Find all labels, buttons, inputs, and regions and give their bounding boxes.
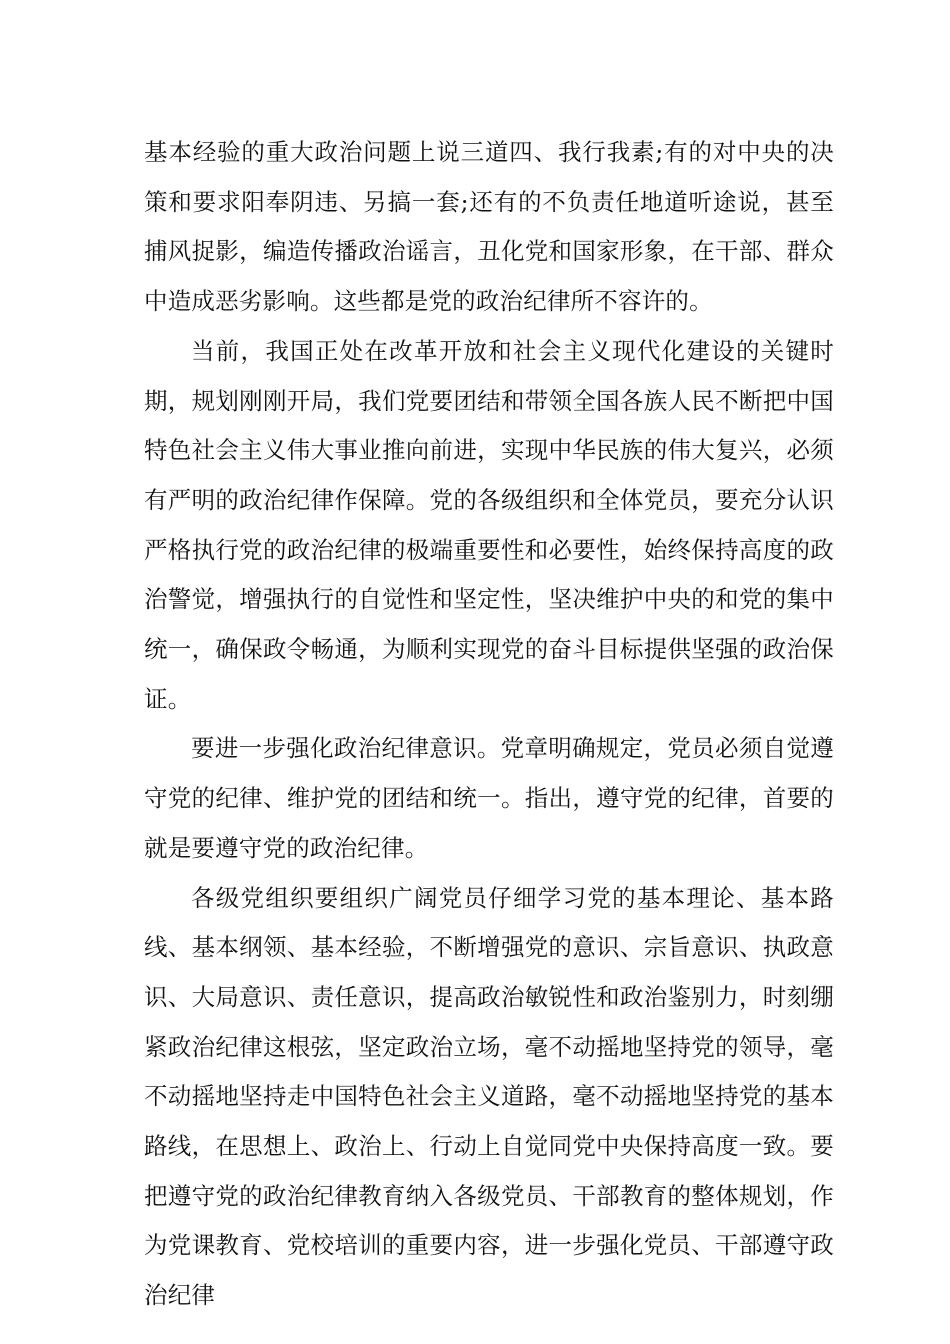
- paragraph-3: 要进一步强化政治纪律意识。党章明确规定，党员必须自觉遵守党的纪律、维护党的团结和统一。指出，遵守党的纪律，首要的就是要遵守党的政治纪律。: [144, 734, 834, 862]
- paragraph-1: 基本经验的重大政治问题上说三道四、我行我素;有的对中央的决策和要求阳奉阴违、另搞一套;还有的不负责任地道听途说，甚至捕风捉影，编造传播政治谣言，丑化党和国家形象，在干部、群众中造成恶劣影响。这些都是党的政治纪律所不容许的。: [144, 138, 834, 316]
- paragraph-4: 各级党组织要组织广阔党员仔细学习党的基本理论、基本路线、基本纲领、基本经验，不断增强党的意识、宗旨意识、执政意识、大局意识、责任意识，提高政治敏锐性和政治鉴别力，时刻绷紧政治纪律这根弦，坚定政治立场，毫不动摇地坚持党的领导，毫不动摇地坚持走中国特色社会主义道路，毫不动摇地坚持党的基本路线，在思想上、政治上、行动上自觉同党中央保持高度一致。要把遵守党的政治纪律教育纳入各级党员、干部教育的整体规划，作为党课教育、党校培训的重要内容，进一步强化党员、干部遵守政治纪律: [144, 883, 834, 1310]
- document-body: [144, 128, 834, 1321]
- paragraph-2: 当前，我国正处在改革开放和社会主义现代化建设的关键时期，规划刚刚开局，我们党要团结和带领全国各族人民不断把中国特色社会主义伟大事业推向前进，实现中华民族的伟大复兴，必须有严明的政治纪律作保障。党的各级组织和全体党员，要充分认识严格执行党的政治纪律的极端重要性和必要性，始终保持高度的政治警觉，增强执行的自觉性和坚定性，坚决维护中央的和党的集中统一，确保政令畅通，为顺利实现党的奋斗目标提供坚强的政治保证。: [144, 336, 834, 713]
